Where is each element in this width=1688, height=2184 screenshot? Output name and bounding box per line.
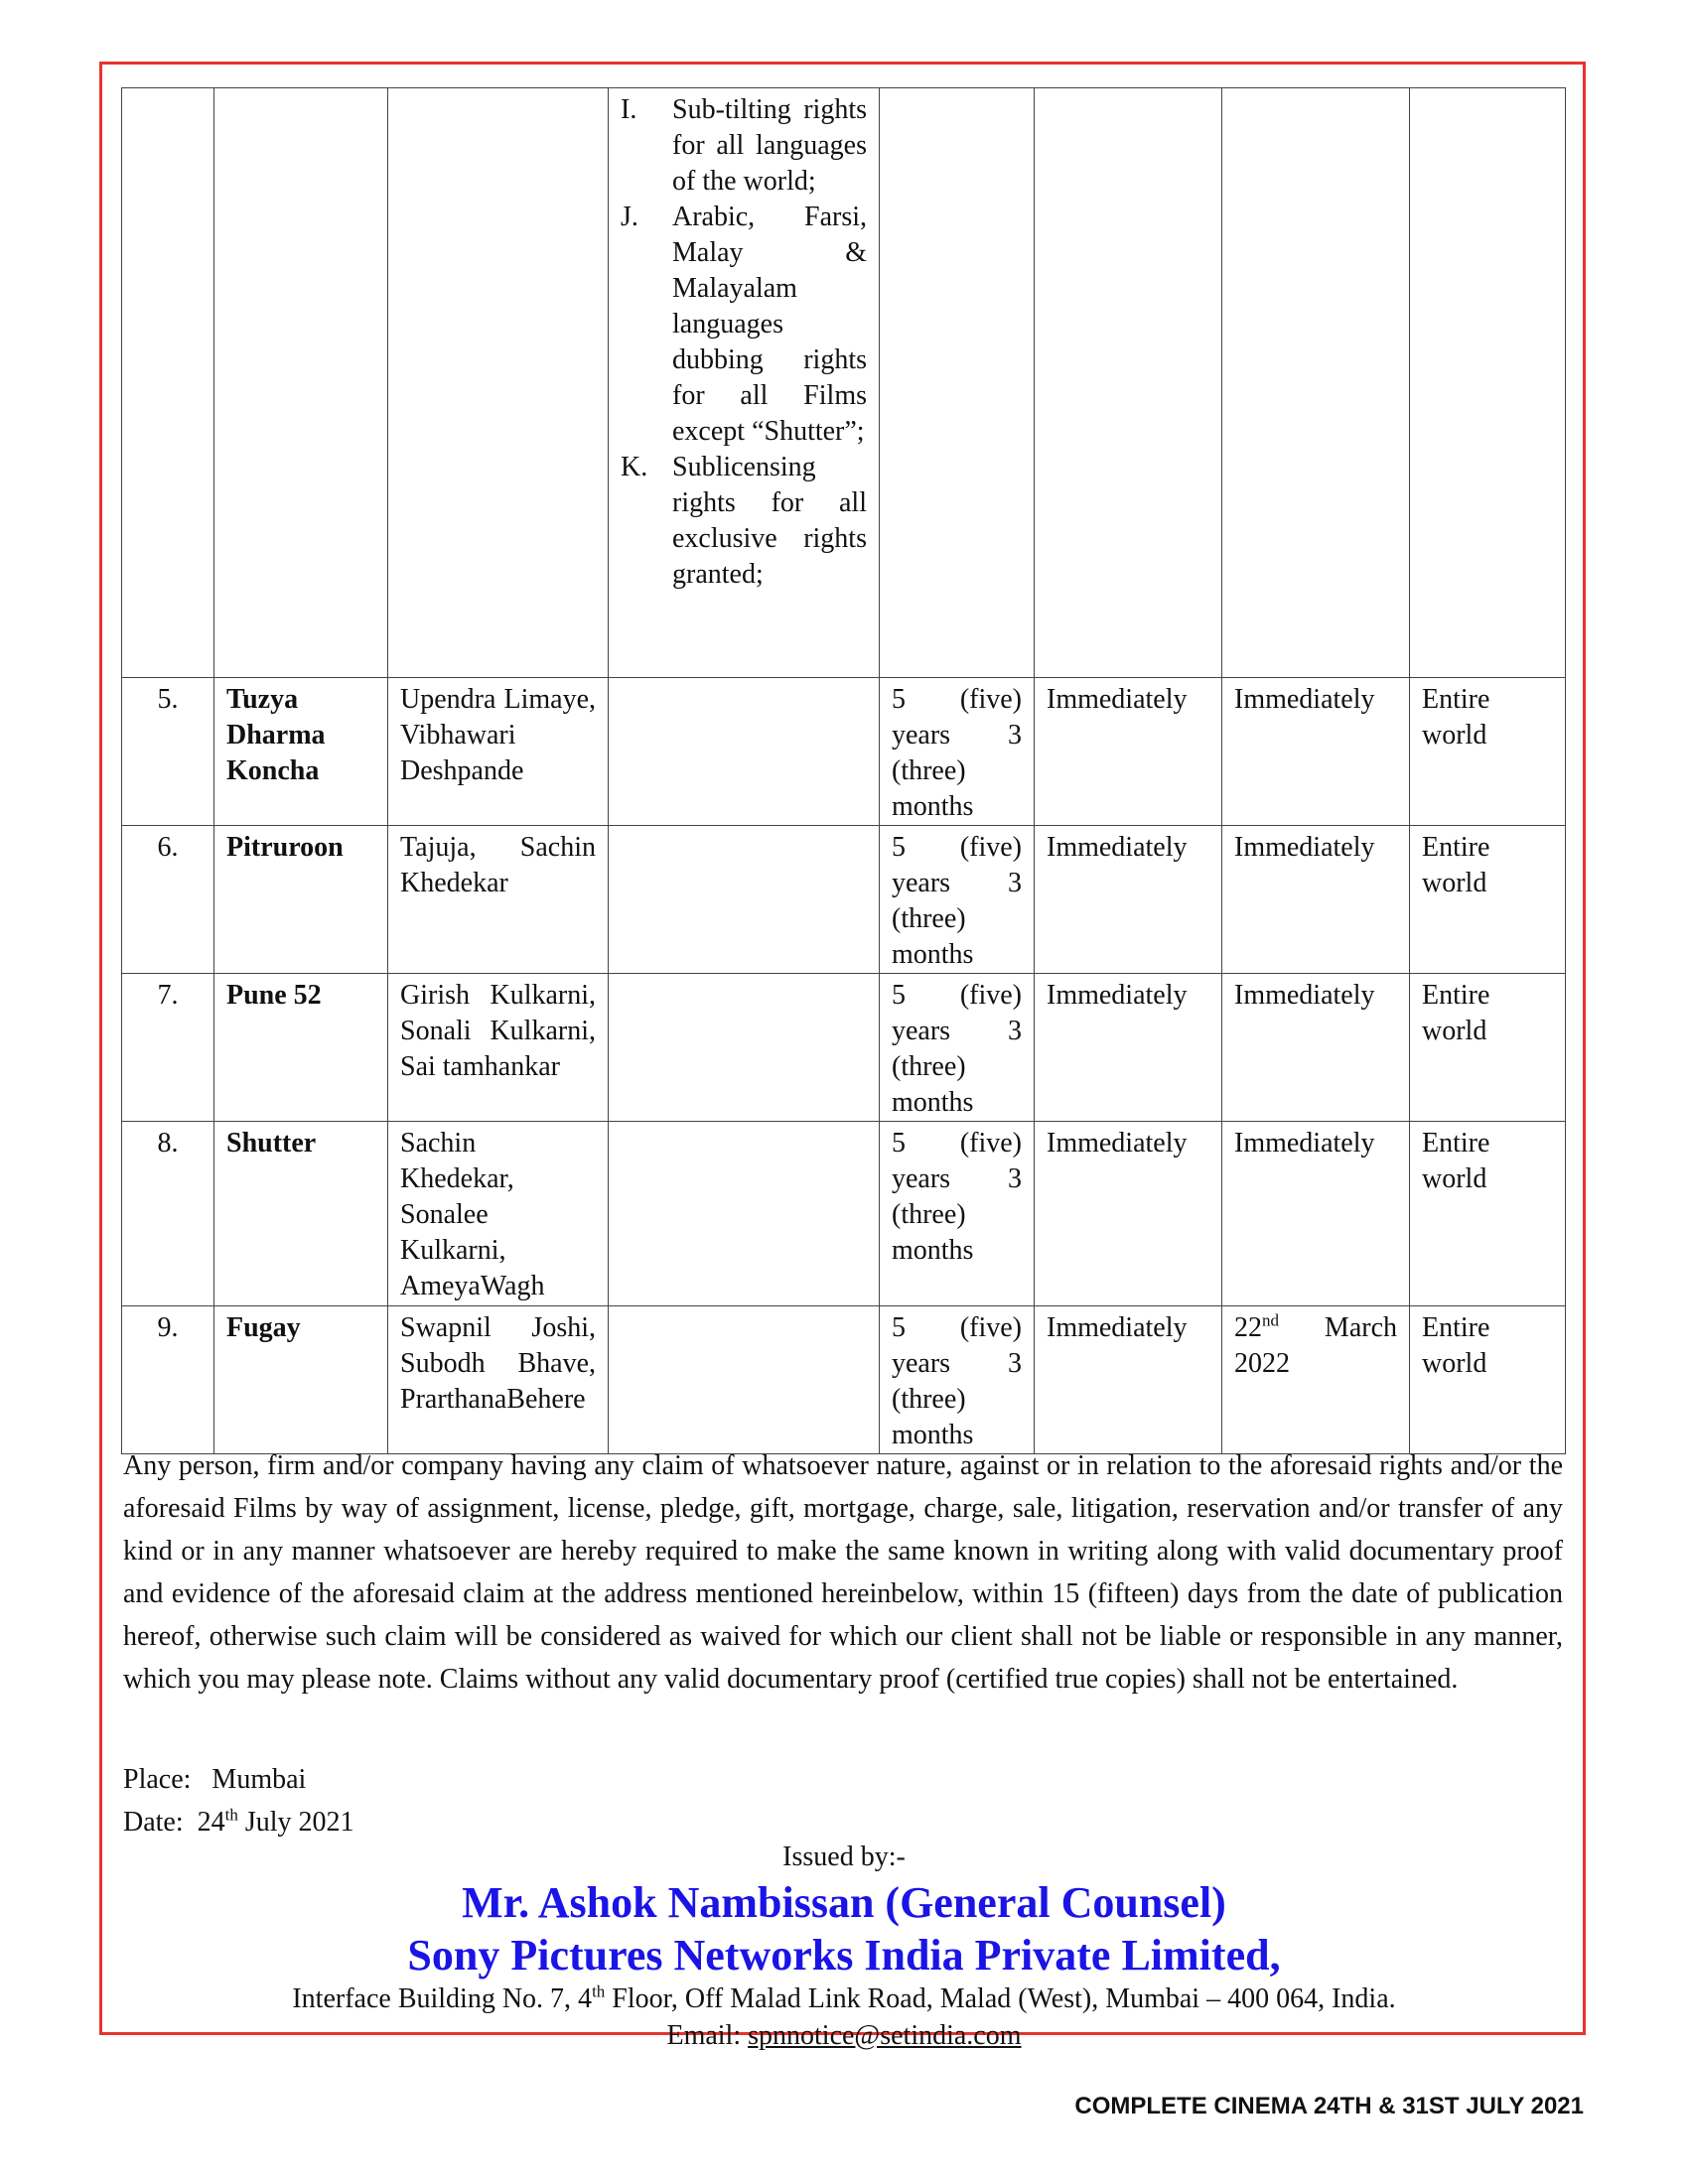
cast-names: Swapnil Joshi, Subodh Bhave, PrarthanaBehere [400, 1312, 596, 1415]
table-row [122, 1122, 1566, 1306]
territory: Entire world [1422, 832, 1490, 898]
table-row [122, 974, 1566, 1122]
serial-number: 8. [157, 1128, 179, 1159]
start-cell [1035, 678, 1222, 826]
delivery-cell [1222, 1122, 1410, 1306]
term-cell [880, 88, 1035, 678]
territory-cell [1410, 1306, 1566, 1454]
claims-notice-paragraph: Any person, firm and/or company having any claim of whatsoever nature, against or in relation to the aforesaid rights and/or the aforesaid Films by way of assignment, license, pledge, gift, mortgage, charge, sale, litigation, reservation and/or transfer of any kind or in any manner whatsoever are hereby required to make the same known in writing along with valid documentary proof and evidence of the aforesaid claim at the address mentioned hereinbelow, within 15 (fifteen) days from the date of publication hereof, otherwise such claim will be considered as waived for which our client shall not be liable or responsible in any manner, which you may please note. Claims without any valid documentary proof (certified true copies) shall not be entertained. [123, 1450, 1563, 1695]
cast-cell [388, 678, 609, 826]
delivery-date: Immediately [1234, 980, 1375, 1011]
license-term: 5 (five) years 3 (three) months [892, 832, 1022, 970]
delivery-date: Immediately [1234, 1128, 1375, 1159]
address-part: Floor, Off Malad Link Road, Malad (West), Mumbai – 400 064, India. [605, 1983, 1396, 2014]
delivery-cell [1222, 88, 1410, 678]
date-day: 24 [197, 1807, 225, 1838]
date-suffix: th [224, 1805, 238, 1825]
license-term: 5 (five) years 3 (three) months [892, 1128, 1022, 1266]
rights-cell [609, 1306, 880, 1454]
delivery-rest: March 2022 [1234, 1312, 1397, 1379]
right-description: Arabic, Farsi, Malay & Malayalam languages dubbing rights for all Films except “Shutter”; [672, 202, 867, 447]
counsel-name: Mr. Ashok Nambissan (General Counsel) [462, 1878, 1226, 1927]
film-title-cell [214, 88, 388, 678]
place-value: Mumbai [211, 1764, 307, 1795]
cast-cell [388, 88, 609, 678]
delivery-cell [1222, 1306, 1410, 1454]
list-marker: I. [621, 94, 637, 125]
license-start: Immediately [1047, 684, 1188, 715]
license-term: 5 (five) years 3 (three) months [892, 980, 1022, 1118]
company-address [0, 1983, 1688, 2015]
territory: Entire world [1422, 980, 1490, 1046]
date-rest: July 2021 [244, 1807, 354, 1838]
right-description: Sublicensing rights for all exclusive rights granted; [672, 452, 867, 590]
rights-list [621, 92, 867, 593]
issued-by-label: Issued by:- [782, 1842, 906, 1872]
serial-cell [122, 826, 214, 974]
serial-number: 6. [157, 832, 179, 863]
right-description: Sub-tilting rights for all languages of the world; [672, 94, 867, 197]
territory: Entire world [1422, 1312, 1490, 1379]
place-line [123, 1764, 306, 1796]
table-row [122, 1306, 1566, 1454]
rights-cell [609, 826, 880, 974]
cast-names: Girish Kulkarni, Sonali Kulkarni, Sai tamhankar [400, 980, 596, 1082]
territory: Entire world [1422, 684, 1490, 751]
start-cell [1035, 826, 1222, 974]
address-suffix: th [592, 1981, 606, 2001]
film-title-line: Pitruroon [226, 832, 344, 863]
delivery-cell [1222, 974, 1410, 1122]
delivery-suffix: nd [1262, 1310, 1279, 1330]
territory-cell [1410, 974, 1566, 1122]
serial-cell [122, 678, 214, 826]
territory: Entire world [1422, 1128, 1490, 1194]
license-start: Immediately [1047, 980, 1188, 1011]
cast-cell [388, 974, 609, 1122]
film-title-line: Fugay [226, 1312, 301, 1343]
email-label: Email: [666, 2020, 749, 2051]
rights-cell [609, 1122, 880, 1306]
license-start: Immediately [1047, 832, 1188, 863]
table-row [122, 678, 1566, 826]
film-title-cell [214, 678, 388, 826]
email-line [0, 2020, 1688, 2052]
serial-number: 9. [157, 1312, 179, 1343]
list-item [621, 200, 867, 450]
table-row [122, 826, 1566, 974]
date-line [123, 1807, 354, 1839]
territory-cell [1410, 1122, 1566, 1306]
term-cell [880, 678, 1035, 826]
license-term: 5 (five) years 3 (three) months [892, 1312, 1022, 1450]
list-item [621, 450, 867, 593]
serial-number: 7. [157, 980, 179, 1011]
term-cell [880, 1306, 1035, 1454]
film-title-cell [214, 826, 388, 974]
term-cell [880, 974, 1035, 1122]
serial-cell [122, 974, 214, 1122]
delivery-day: 22 [1234, 1312, 1262, 1343]
start-cell [1035, 1306, 1222, 1454]
license-term: 5 (five) years 3 (three) months [892, 684, 1022, 822]
address-part: Interface Building No. 7, 4 [292, 1983, 593, 2014]
film-title-line: Koncha [226, 755, 320, 786]
start-cell [1035, 1122, 1222, 1306]
start-cell [1035, 974, 1222, 1122]
publication-footer: COMPLETE CINEMA 24TH & 31ST JULY 2021 [1074, 2093, 1584, 2119]
term-cell [880, 826, 1035, 974]
rights-cell [609, 88, 880, 678]
start-cell [1035, 88, 1222, 678]
company-name: Sony Pictures Networks India Private Limited, [407, 1931, 1281, 1979]
territory-cell [1410, 88, 1566, 678]
serial-cell [122, 88, 214, 678]
list-marker: K. [621, 452, 648, 482]
territory-cell [1410, 826, 1566, 974]
cast-names: Upendra Limaye, Vibhawari Deshpande [400, 684, 596, 786]
serial-cell [122, 1122, 214, 1306]
table-row [122, 88, 1566, 678]
serial-cell [122, 1306, 214, 1454]
cast-cell [388, 826, 609, 974]
license-start: Immediately [1047, 1128, 1188, 1159]
rights-cell [609, 974, 880, 1122]
date-label: Date: [123, 1807, 184, 1838]
cast-names: Tajuja, Sachin Khedekar [400, 832, 596, 898]
territory-cell [1410, 678, 1566, 826]
film-title-cell [214, 1306, 388, 1454]
list-marker: J. [621, 202, 638, 232]
delivery-date: Immediately [1234, 832, 1375, 863]
serial-number: 5. [157, 684, 179, 715]
film-title-line: Pune 52 [226, 980, 322, 1011]
email-link[interactable]: spnnotice@setindia.com [748, 2020, 1022, 2051]
film-title-line: Tuzya [226, 684, 299, 715]
rights-cell [609, 678, 880, 826]
delivery-cell [1222, 826, 1410, 974]
place-label: Place: [123, 1764, 192, 1795]
list-item [621, 92, 867, 200]
film-title-line: Shutter [226, 1128, 317, 1159]
film-title-cell [214, 974, 388, 1122]
film-rights-table [121, 87, 1566, 1454]
film-title-line: Dharma [226, 720, 326, 751]
film-title-cell [214, 1122, 388, 1306]
cast-cell [388, 1306, 609, 1454]
delivery-date: Immediately [1234, 684, 1375, 715]
license-start: Immediately [1047, 1312, 1188, 1343]
delivery-cell [1222, 678, 1410, 826]
term-cell [880, 1122, 1035, 1306]
cast-cell [388, 1122, 609, 1306]
cast-names: Sachin Khedekar, Sonalee Kulkarni, AmeyaWagh [400, 1128, 545, 1301]
